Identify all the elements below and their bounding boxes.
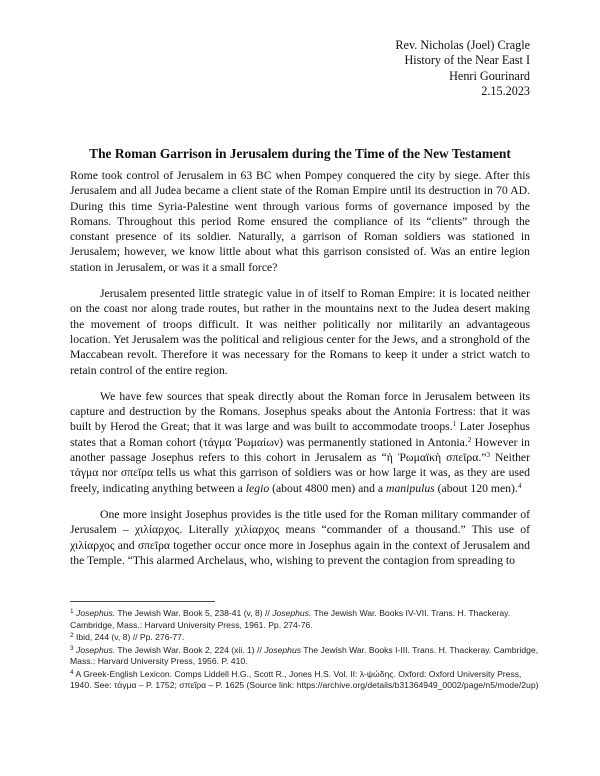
- footnote-author: Josephus.: [76, 608, 116, 618]
- footnote-ref-3[interactable]: 3: [486, 451, 490, 460]
- footnote-ref-2[interactable]: 2: [467, 435, 472, 444]
- footnotes-section: [70, 601, 540, 693]
- paragraph-2: Jerusalem presented little strategic value in of itself to Roman Empire: it is located neither on the coast nor along trade routes, but rather in the mountains next to the Judea desert making the movement of troops difficult. It was neither politically nor militarily an advantageous location. Yet Jerusalem was the political and religious center for the Jews, and a stronghold of the Maccabean revolt. Therefore it was necessary for the Romans to keep it under a strict watch to retain control of the entire region.: [70, 287, 530, 377]
- paragraph-3-text: Later Josephus states that a Roman cohort (τάγμα Ῥωμαίων) was permanently stationed in Antonia.: [70, 420, 530, 449]
- footnote-divider: [70, 601, 215, 602]
- paragraph-1: Rome took control of Jerusalem in 63 BC when Pompey conquered the city by siege. After this Jerusalem and all Judea became a client state of the Roman Empire until its destruction in 70 AD. During this time Syria-Palestine went through various forms of governance imposed by the Romans. Throughout this period Rome ensured the compliance of its “clients” through the constant presence of its soldier. Naturally, a garrison of Roman soldiers was stationed in Jerusalem; however, we know little about what this garrison consisted of. Was an entire legion station in Jerusalem, or was it a small force?: [70, 169, 530, 274]
- footnote-number: 1: [70, 608, 74, 615]
- paragraph-3-text: However in another passage Josephus refers to this cohort in Jerusalem as “ἡ Ῥωμαϊκὴ σπεῖρα.”: [70, 435, 530, 465]
- footnote-text: The Jewish War. Books IV-VII. Trans. H. Thackeray. Cambridge, Mass.: Harvard University Press, 1961. Pp. 274-76.: [70, 608, 511, 630]
- footnote-4: [70, 669, 540, 692]
- term-legio: legio: [245, 481, 270, 495]
- footnote-number: 2: [70, 632, 74, 639]
- paragraph-3-text: Neither τάγμα nor σπεῖρα tells us what this garrison of soldiers was or how large it was, as they are used freely, indicating anything between a: [70, 451, 531, 495]
- paragraph-3: [70, 389, 530, 496]
- paragraph-3-text: (about 120 men).: [434, 481, 518, 495]
- footnote-text: The Jewish War. Books I-III. Trans. H. Thackeray. Cambridge, Mass.: Harvard University Press, 1956. P. 410.: [70, 644, 539, 666]
- instructor-name: Henri Gourinard: [449, 68, 530, 83]
- paragraph-3-text: (about 4800 men) and a: [269, 481, 387, 495]
- footnote-number: 3: [70, 644, 74, 652]
- author-name: Rev. Nicholas (Joel) Cragle: [395, 38, 530, 52]
- footnote-ref-1[interactable]: 1: [452, 420, 457, 429]
- footnote-text: Ibid, 244 (v, 8) // Pp. 276-77.: [76, 632, 185, 642]
- footnote-author: Josephus.: [76, 644, 116, 655]
- footnote-text: The Jewish War. Book 5, 238-41 (v, 8) //: [115, 608, 273, 618]
- paragraph-4: One more insight Josephus provides is the title used for the Roman military commander of Jerusalem – χιλίαρχος. Literally χιλίαρχος means “commander of a thousand.” This use of χιλίαρχος and σπεῖρα together occur once more in Josephus again in the context of Jerusalem and the Temple. “This alarmed Archelaus, who, wishing to prevent the contagion from spreading to: [70, 507, 530, 567]
- footnote-text: A Greek-English Lexicon. Comps Liddell H.G., Scott R., Jones H.S. Vol. II: λ-ψώδης. Oxford: Oxford University Press, 1940. See: τάγμα – P. 1752; σπεῖρα – P. 1625 (Source link: https://archive.org/details/b31364949_0002/page/n5/mode/2up): [70, 668, 539, 690]
- footnote-number: 4: [70, 668, 74, 676]
- footnote-2: [70, 632, 540, 644]
- author-header: [395, 38, 530, 99]
- footnote-3: [70, 645, 540, 668]
- footnote-ref-4[interactable]: 4: [517, 481, 522, 490]
- footnote-text: The Jewish War. Book 2, 224 (xii. 1) //: [115, 644, 265, 655]
- footnote-1: [70, 608, 540, 631]
- footnote-author: Josephus.: [272, 608, 312, 618]
- paragraph-3-text: We have few sources that speak directly about the Roman force in Jerusalem between its capture and destruction by the Romans. Josephus speaks about the Antonia Fortress: that it was built by Herod the Great; that it was large and was built to accommodate troops.: [70, 389, 530, 434]
- document-date: 2.15.2023: [481, 83, 530, 98]
- term-manipulus: manipulus: [386, 481, 435, 495]
- footnote-author: Josephus: [264, 644, 302, 655]
- course-name: History of the Near East I: [404, 53, 530, 68]
- document-body: [70, 168, 530, 579]
- document-title: The Roman Garrison in Jerusalem during the Time of the New Testament: [89, 146, 511, 161]
